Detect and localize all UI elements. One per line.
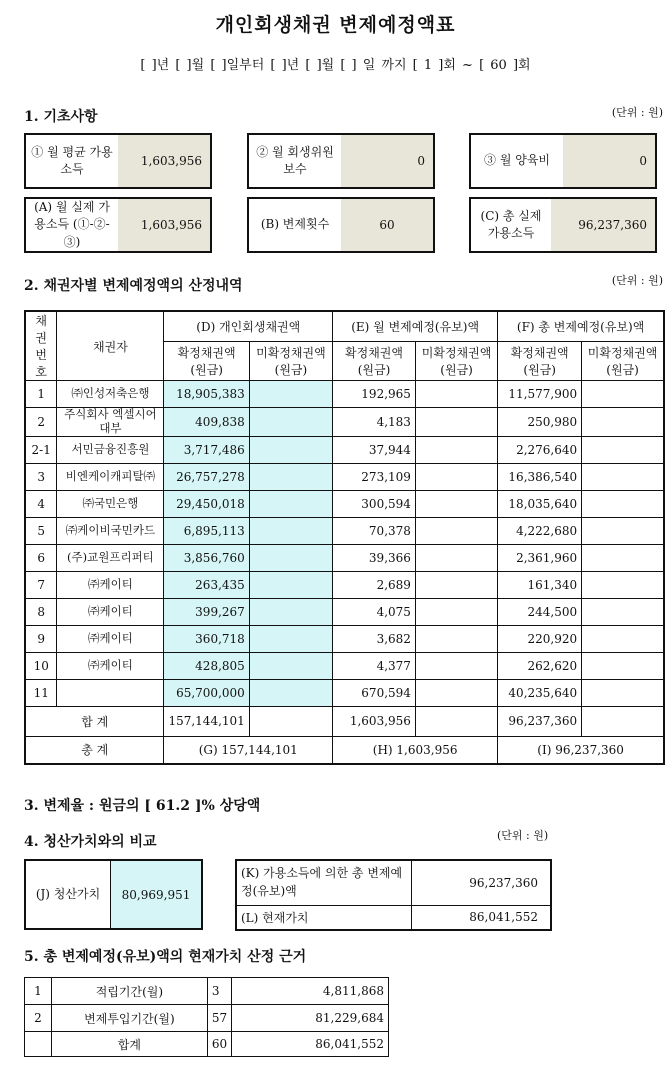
k-value: 96,237,360	[412, 860, 551, 905]
trustee-fee-label: ② 월 회생위원보수	[256, 144, 334, 176]
cell-d2	[249, 490, 332, 517]
table-row	[25, 436, 664, 463]
cell-creditor: 비엔케이캐피탈㈜	[57, 463, 164, 490]
total-income-label: (C) 총 실제 가용소득	[480, 208, 542, 240]
cell-no: 5	[25, 517, 57, 544]
cell-e2	[415, 436, 497, 463]
header-no: 채권 번호	[25, 311, 57, 381]
l-label: (L) 현재가치	[236, 905, 412, 930]
cell-no: 11	[25, 679, 57, 706]
cell-e1: 670,594	[333, 679, 416, 706]
cell-d2	[249, 598, 332, 625]
pv-cell-no: 2	[25, 1005, 52, 1032]
cell-d2	[249, 625, 332, 652]
child-support-box	[469, 133, 657, 189]
section3-heading: 3. 변제율 : 원금의 [ 61.2 ]% 상당액	[24, 798, 261, 814]
cell-d2	[249, 652, 332, 679]
cell-e1: 273,109	[333, 463, 416, 490]
cell-d2	[249, 571, 332, 598]
header-d: (D) 개인회생채권액	[164, 311, 333, 342]
cell-d1: 409,838	[164, 408, 249, 437]
table-row	[25, 408, 664, 437]
header-f-unconfirmed: 미확정채권액 (원금)	[582, 342, 664, 381]
repay-count-label: (B) 변제횟수	[260, 217, 330, 232]
avg-income-label: ① 월 평균 가용소득	[31, 144, 113, 176]
actual-income-label: (A) 월 실제 가용소득 (①-②-③)	[34, 199, 110, 249]
cell-e2	[415, 652, 497, 679]
cell-no: 1	[25, 381, 57, 408]
cell-d2	[249, 381, 332, 408]
sum-label: 합 계	[25, 706, 164, 736]
header-d-unconfirmed: 미확정채권액 (원금)	[249, 342, 332, 381]
table-row	[25, 598, 664, 625]
header-creditor: 채권자	[57, 311, 164, 381]
cell-f2	[582, 652, 664, 679]
cell-e2	[415, 571, 497, 598]
cell-no: 3	[25, 463, 57, 490]
child-support-value: 0	[563, 135, 655, 187]
repay-count-box	[247, 197, 435, 253]
cell-creditor: (주)교원프리퍼티	[57, 544, 164, 571]
cell-d2	[249, 517, 332, 544]
cell-f1: 262,620	[498, 652, 582, 679]
actual-income-value: 1,603,956	[118, 199, 210, 251]
cell-d1: 26,757,278	[164, 463, 249, 490]
page-title: 개인회생채권 변제예정액표	[215, 14, 456, 36]
cell-f1: 2,276,640	[498, 436, 582, 463]
creditor-table	[24, 310, 665, 765]
table-row	[25, 490, 664, 517]
cell-no: 7	[25, 571, 57, 598]
header-f-confirmed: 확정채권액 (원금)	[498, 342, 582, 381]
cell-e2	[415, 679, 497, 706]
liquidation-box	[24, 859, 203, 930]
repay-count-value: 60	[341, 199, 433, 251]
cell-f1: 18,035,640	[498, 490, 582, 517]
cell-e2	[415, 463, 497, 490]
cell-f2	[582, 381, 664, 408]
pv-total-months: 60	[207, 1032, 231, 1057]
grand-h: (H) 1,603,956	[333, 736, 498, 764]
cell-creditor: 서민금융진흥원	[57, 436, 164, 463]
grand-label: 총 계	[25, 736, 164, 764]
cell-f1: 11,577,900	[498, 381, 582, 408]
cell-no: 4	[25, 490, 57, 517]
cell-f2	[582, 679, 664, 706]
cell-e1: 4,183	[333, 408, 416, 437]
cell-f2	[582, 517, 664, 544]
cell-f2	[582, 625, 664, 652]
liquidation-label: (J) 청산가치	[35, 886, 101, 901]
trustee-fee-value: 0	[341, 135, 433, 187]
pv-cell-label: 적립기간(월)	[51, 978, 207, 1005]
cell-e1: 3,682	[333, 625, 416, 652]
cell-d2	[249, 463, 332, 490]
cell-creditor: ㈜인성저축은행	[57, 381, 164, 408]
section4-unit: (단위 : 원)	[497, 829, 549, 842]
cell-creditor: ㈜케이티	[57, 598, 164, 625]
cell-e1: 2,689	[333, 571, 416, 598]
cell-e1: 4,377	[333, 652, 416, 679]
header-e-confirmed: 확정채권액 (원금)	[333, 342, 416, 381]
table-row	[25, 571, 664, 598]
pv-cell-amount: 4,811,868	[232, 978, 389, 1005]
cell-no: 10	[25, 652, 57, 679]
table-row	[25, 381, 664, 408]
cell-d2	[249, 679, 332, 706]
table-row	[25, 625, 664, 652]
liquidation-value: 80,969,951	[110, 861, 201, 928]
sum-e: 1,603,956	[333, 706, 416, 736]
cell-f2	[582, 408, 664, 437]
cell-e2	[415, 490, 497, 517]
avg-income-value: 1,603,956	[118, 135, 210, 187]
cell-e2	[415, 544, 497, 571]
pv-total-amount: 86,041,552	[232, 1032, 389, 1057]
k-label: (K) 가용소득에 의한 총 변제예정(유보)액	[236, 860, 412, 905]
comparison-table	[235, 859, 552, 931]
cell-e1: 192,965	[333, 381, 416, 408]
total-income-value: 96,237,360	[551, 199, 655, 251]
cell-e1: 70,378	[333, 517, 416, 544]
cell-d2	[249, 436, 332, 463]
period-line: [ ]년 [ ]월 [ ]일부터 [ ]년 [ ]월 [ ] 일 까지 [ 1 ]회 ~ [ 60 ]회	[140, 58, 531, 73]
sum-d: 157,144,101	[164, 706, 249, 736]
cell-no: 2-1	[25, 436, 57, 463]
section2-heading: 2. 채권자별 변제예정액의 산정내역	[24, 278, 243, 294]
cell-f1: 2,361,960	[498, 544, 582, 571]
cell-d1: 29,450,018	[164, 490, 249, 517]
cell-f2	[582, 544, 664, 571]
pv-cell-amount: 81,229,684	[232, 1005, 389, 1032]
l-value: 86,041,552	[412, 905, 551, 930]
cell-d1: 3,856,760	[164, 544, 249, 571]
cell-f2	[582, 571, 664, 598]
cell-creditor: 주식회사 엑셀시어대부	[57, 408, 164, 437]
pv-cell-no: 1	[25, 978, 52, 1005]
cell-e2	[415, 408, 497, 437]
table-row	[25, 978, 389, 1005]
cell-e1: 4,075	[333, 598, 416, 625]
cell-no: 2	[25, 408, 57, 437]
grand-g: (G) 157,144,101	[164, 736, 333, 764]
cell-creditor: ㈜국민은행	[57, 490, 164, 517]
header-d-confirmed: 확정채권액 (원금)	[164, 342, 249, 381]
section4-heading: 4. 청산가치와의 비교	[24, 834, 157, 850]
table-row	[25, 544, 664, 571]
cell-e1: 39,366	[333, 544, 416, 571]
total-income-box	[469, 197, 657, 253]
cell-f1: 4,222,680	[498, 517, 582, 544]
cell-f1: 244,500	[498, 598, 582, 625]
header-e-unconfirmed: 미확정채권액 (원금)	[415, 342, 497, 381]
trustee-fee-box	[247, 133, 435, 189]
grand-i: (I) 96,237,360	[498, 736, 664, 764]
cell-f2	[582, 490, 664, 517]
table-row	[25, 517, 664, 544]
cell-d1: 263,435	[164, 571, 249, 598]
cell-d1: 6,895,113	[164, 517, 249, 544]
table-row	[25, 679, 664, 706]
header-f: (F) 총 변제예정(유보)액	[498, 311, 664, 342]
cell-no: 8	[25, 598, 57, 625]
cell-d2	[249, 408, 332, 437]
cell-d1: 18,905,383	[164, 381, 249, 408]
cell-creditor: ㈜케이티	[57, 652, 164, 679]
cell-f2	[582, 598, 664, 625]
cell-no: 6	[25, 544, 57, 571]
cell-d1: 428,805	[164, 652, 249, 679]
section1-unit: (단위 : 원)	[611, 106, 663, 119]
pv-cell-months: 3	[207, 978, 231, 1005]
cell-f1: 16,386,540	[498, 463, 582, 490]
cell-d1: 65,700,000	[164, 679, 249, 706]
cell-d1: 360,718	[164, 625, 249, 652]
cell-creditor: ㈜케이비국민카드	[57, 517, 164, 544]
section2-unit: (단위 : 원)	[611, 274, 663, 287]
child-support-label: ③ 월 양육비	[484, 153, 550, 168]
cell-e2	[415, 625, 497, 652]
cell-f1: 161,340	[498, 571, 582, 598]
table-row	[25, 652, 664, 679]
pv-cell-label: 변제투입기간(월)	[51, 1005, 207, 1032]
table-row	[25, 1005, 389, 1032]
cell-f1: 220,920	[498, 625, 582, 652]
cell-no: 9	[25, 625, 57, 652]
cell-e2	[415, 381, 497, 408]
pv-total-label: 합계	[51, 1032, 207, 1057]
cell-d1: 3,717,486	[164, 436, 249, 463]
cell-f1: 250,980	[498, 408, 582, 437]
cell-d1: 399,267	[164, 598, 249, 625]
section5-heading: 5. 총 변제예정(유보)액의 현재가치 산정 근거	[24, 949, 307, 965]
section1-heading: 1. 기초사항	[24, 109, 98, 125]
cell-creditor	[57, 679, 164, 706]
cell-e1: 37,944	[333, 436, 416, 463]
cell-e1: 300,594	[333, 490, 416, 517]
cell-f2	[582, 463, 664, 490]
table-row	[25, 463, 664, 490]
cell-d2	[249, 544, 332, 571]
present-value-table	[24, 977, 389, 1057]
sum-f: 96,237,360	[498, 706, 582, 736]
actual-income-box	[24, 197, 212, 253]
cell-f1: 40,235,640	[498, 679, 582, 706]
cell-creditor: ㈜케이티	[57, 571, 164, 598]
header-e: (E) 월 변제예정(유보)액	[333, 311, 498, 342]
cell-creditor: ㈜케이티	[57, 625, 164, 652]
cell-e2	[415, 517, 497, 544]
pv-cell-months: 57	[207, 1005, 231, 1032]
avg-income-box	[24, 133, 212, 189]
cell-f2	[582, 436, 664, 463]
cell-e2	[415, 598, 497, 625]
